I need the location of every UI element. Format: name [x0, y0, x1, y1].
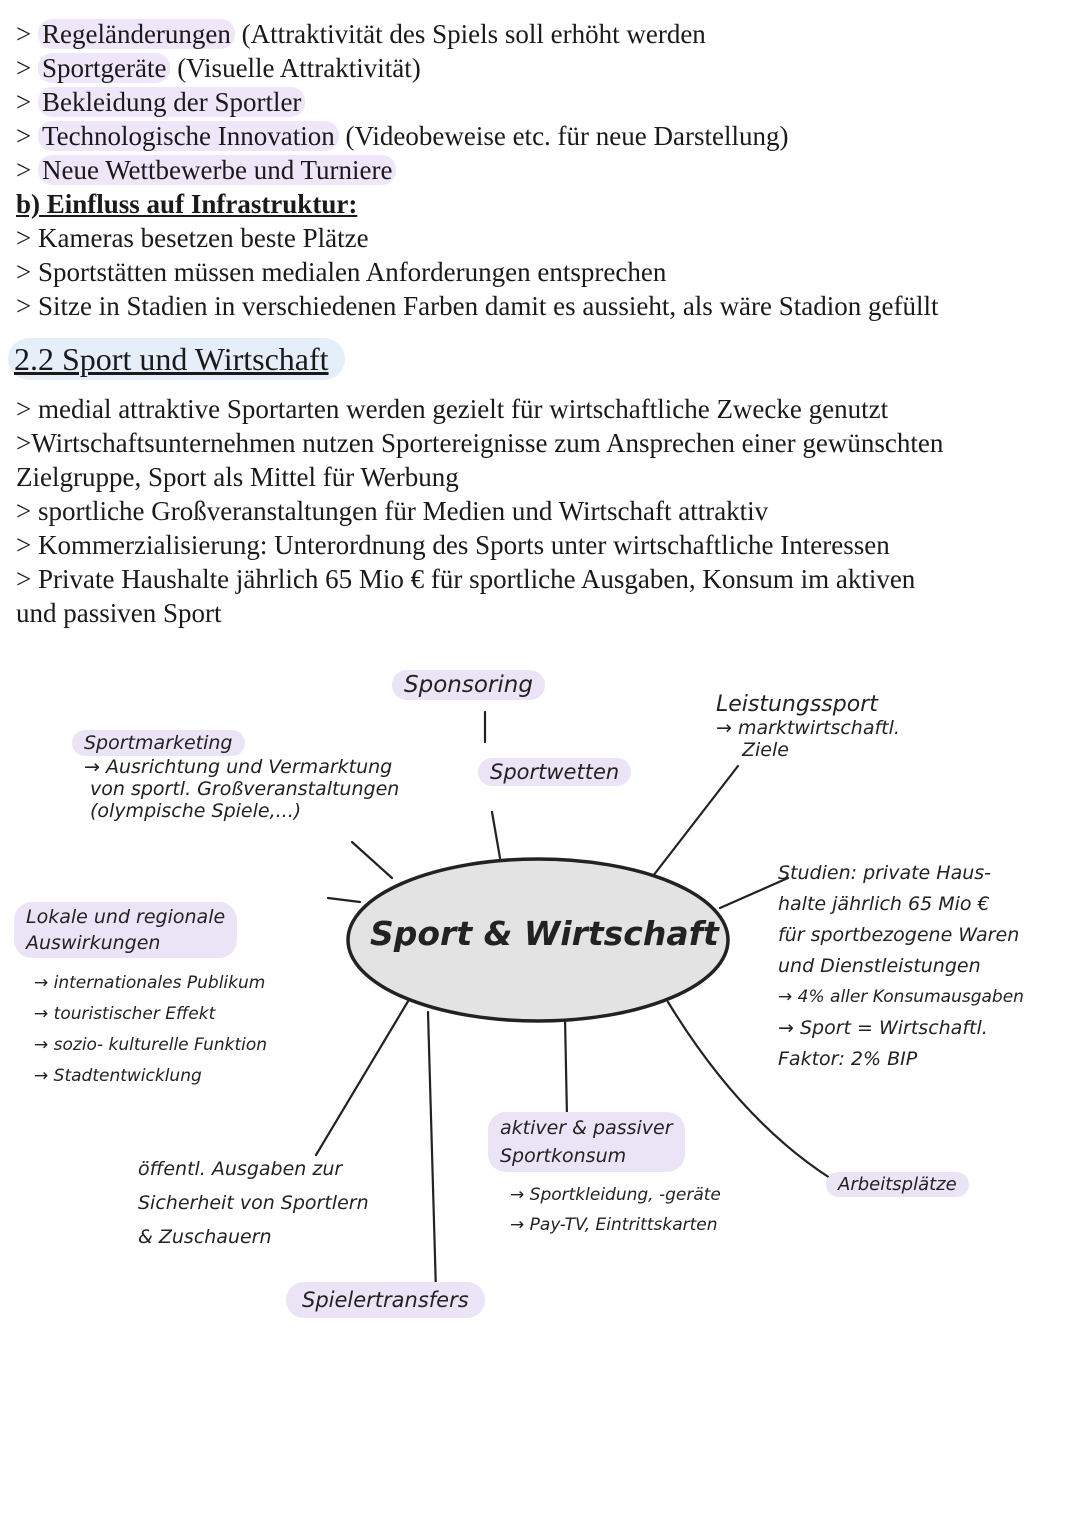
- connector-spielertransfers: [428, 1012, 436, 1292]
- highlighted-term: Technologische Innovation: [38, 121, 339, 151]
- node-title: Lokale und regionale Auswirkungen: [14, 902, 237, 958]
- node-title: Sportmarketing: [72, 730, 245, 756]
- connector-leistungssport: [653, 766, 738, 876]
- paragraph-line: > medial attraktive Sportarten werden gezielt für wirtschaftliche Zwecke genutzt: [16, 394, 889, 424]
- list-item: > Bekleidung der Sportler: [16, 85, 305, 119]
- infrastructure-heading: b) Einfluss auf Infrastruktur:: [16, 189, 358, 219]
- list-item: > Regeländerungen (Attraktivität des Spiels soll erhöht werden: [16, 19, 706, 49]
- node-studien: Studien: private Haus- halte jährlich 65 Mio € für sportbezogene Waren und Dienstleistungen → 4% aller Konsumausgaben → Sport = Wirtschaftl. Faktor: 2% BIP: [778, 862, 1024, 1070]
- node-oeffentliche-ausgaben: öffentl. Ausgaben zur Sicherheit von Sportlern & Zuschauern: [138, 1158, 369, 1248]
- paragraph-line: > Private Haushalte jährlich 65 Mio € für sportliche Ausgaben, Konsum im aktiven: [16, 564, 916, 594]
- connector-lokale: [328, 898, 360, 902]
- list-item: > Neue Wettbewerbe und Turniere: [16, 153, 396, 187]
- node-title: aktiver & passiver Sportkonsum: [488, 1112, 685, 1172]
- node-sportmarketing: Sportmarketing → Ausrichtung und Vermarktung von sportl. Großveranstaltungen (olympische Spiele,...): [72, 730, 399, 822]
- node-lokale-auswirkungen: Lokale und regionale Auswirkungen → internationales Publikum → touristischer Effekt → sozio- kulturelle Funktion → Stadtentwicklung: [14, 902, 267, 1092]
- paragraph-line: und passiven Sport: [16, 598, 222, 628]
- section-title: 2.2 Sport und Wirtschaft: [8, 338, 345, 380]
- list-item: > Sitze in Stadien in verschiedenen Farben damit es aussieht, als wäre Stadion gefüllt: [16, 291, 939, 321]
- paragraph-line: > Kommerzialisierung: Unterordnung des Sports unter wirtschaftliche Interessen: [16, 530, 890, 560]
- connector-ausgaben: [316, 998, 410, 1155]
- paragraph-line: > sportliche Großveranstaltungen für Medien und Wirtschaft attraktiv: [16, 496, 769, 526]
- highlighted-term: Neue Wettbewerbe und Turniere: [38, 155, 397, 185]
- list-item: > Technologische Innovation (Videobeweise etc. für neue Darstellung): [16, 121, 789, 151]
- center-label: Sport & Wirtschaft: [370, 914, 719, 953]
- connector-sportmarketing: [352, 842, 392, 878]
- list-item: > Kameras besetzen beste Plätze: [16, 223, 369, 253]
- highlighted-term: Bekleidung der Sportler: [38, 87, 305, 117]
- paragraph-line: Zielgruppe, Sport als Mittel für Werbung: [16, 462, 459, 492]
- node-sponsoring: Sponsoring: [392, 670, 545, 700]
- highlighted-term: Sportgeräte: [38, 53, 170, 83]
- node-sportkonsum: aktiver & passiver Sportkonsum → Sportkleidung, -geräte → Pay-TV, Eintrittskarten: [488, 1112, 721, 1240]
- connector-sportwetten: [492, 812, 500, 858]
- list-item: > Sportgeräte (Visuelle Attraktivität): [16, 53, 421, 83]
- node-leistungssport: Leistungssport → marktwirtschaftl. Ziele: [716, 692, 900, 761]
- node-sportwetten: Sportwetten: [478, 758, 631, 786]
- paragraph-line: >Wirtschaftsunternehmen nutzen Sportereignisse zum Ansprechen einer gewünschten: [16, 428, 944, 458]
- list-item: > Sportstätten müssen medialen Anforderungen entsprechen: [16, 257, 667, 287]
- node-arbeitsplaetze: Arbeitsplätze: [826, 1172, 969, 1197]
- node-spielertransfers: Spielertransfers: [286, 1282, 485, 1318]
- highlighted-term: Regeländerungen: [38, 19, 235, 49]
- connector-konsum: [565, 1017, 567, 1118]
